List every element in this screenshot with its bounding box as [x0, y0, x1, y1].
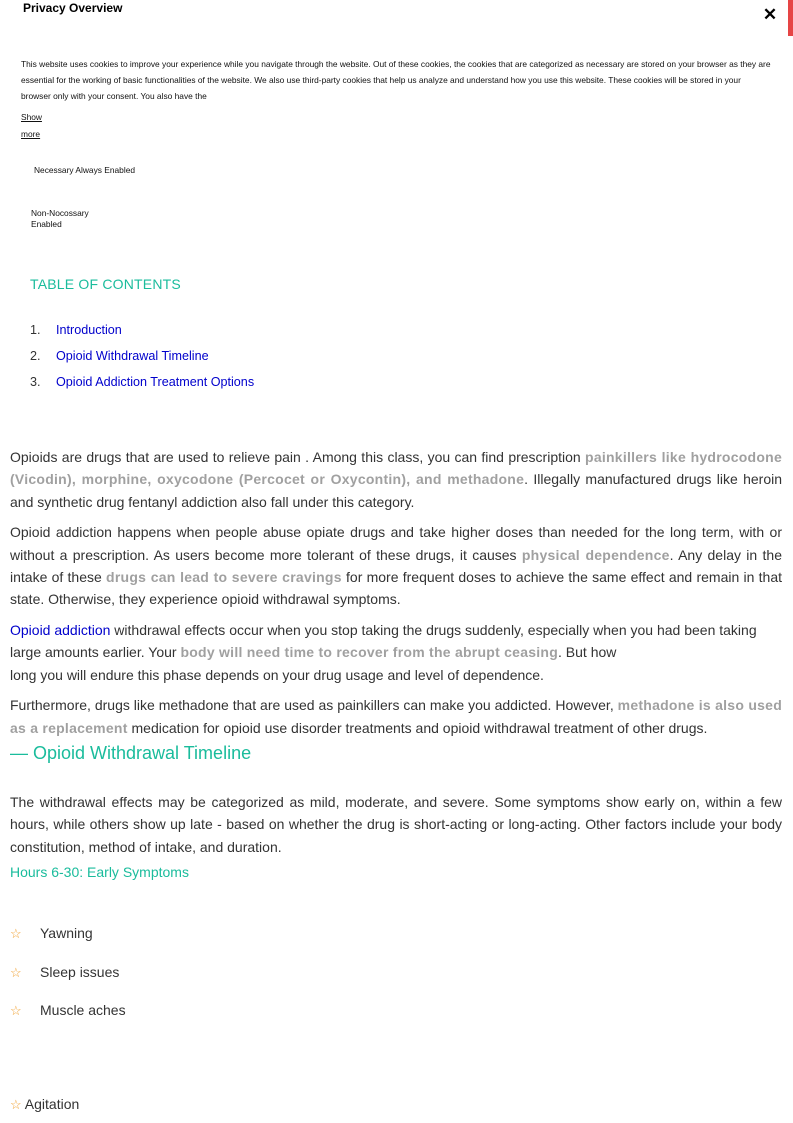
toc-link-introduction[interactable]: Introduction — [56, 323, 122, 337]
symptom-list — [10, 924, 126, 1040]
opioid-addiction-link[interactable]: Opioid addiction — [10, 622, 111, 639]
star-icon: ☆ — [10, 964, 22, 980]
list-item — [10, 924, 126, 963]
show-more-link[interactable]: Show more — [21, 112, 42, 139]
non-necessary-cookies-toggle[interactable] — [31, 208, 89, 230]
highlight-text: physical dependence — [521, 546, 670, 563]
star-icon: ☆ — [10, 926, 22, 941]
symptom-label: Yawning — [40, 925, 93, 941]
toc-title: TABLE OF CONTENTS — [30, 276, 181, 292]
highlight-text: painkillers like hydrocodone (Vicodin), morphine, oxycodone (Percocet or Oxycontin), and methadone — [10, 449, 782, 488]
symptom-label: Muscle aches — [40, 1002, 126, 1018]
toc-link-treatment-options[interactable]: Opioid Addiction Treatment Options — [56, 375, 255, 389]
symptom-label: Sleep issues — [40, 963, 120, 980]
toc-item — [30, 322, 254, 348]
privacy-description: This website uses cookies to improve your experience while you navigate through the website. Out of these cookies, the cookies that are categorized as necessary are stored on your browser as they are essential for the working of basic functionalities of the website. We also use third-party cookies that help us analyze and understand how you use this website. These cookies will be stored in your browser only with your consent. You also have the — [21, 59, 771, 101]
non-necessary-label: Non-Nocossary — [31, 208, 89, 218]
article-paragraph-1: Opioids are drugs that are used to relieve pain . Among this class, you can find prescription painkillers like hydrocodone (Vicodin), morphine, oxycodone (Percocet or Oxycontin), and methadone. Illegally manufactured drugs like heroin and synthetic drug fentanyl addiction also fall under this category. — [10, 449, 782, 510]
star-icon: ☆ — [10, 1003, 22, 1018]
close-icon[interactable]: ✕ — [762, 5, 778, 24]
highlight-text: drugs can lead to severe cravings — [106, 568, 342, 585]
toc-number: 2. — [30, 349, 41, 363]
non-necessary-status: Enabled — [31, 219, 62, 229]
toc-item — [30, 348, 254, 374]
toc-link-withdrawal-timeline[interactable]: Opioid Withdrawal Timeline — [56, 349, 209, 363]
toc-item — [30, 374, 254, 400]
article-paragraph-3: Opioid addiction withdrawal effects occur when you stop taking the drugs suddenly, especially when you had been taking large amounts earlier. Your body will need time to recover from the abrupt ceasing. But how long you will endure this phase depends on your drug usage and level of dependence. — [10, 622, 757, 683]
toc-list — [30, 322, 254, 400]
privacy-overview-title: Privacy Overview — [23, 1, 123, 15]
highlight-text: body will need time to recover from the abrupt ceasing — [180, 644, 559, 661]
necessary-cookies-label: Necessary Always Enabled — [34, 165, 136, 175]
toc-number: 1. — [30, 323, 41, 337]
article-paragraph-5: The withdrawal effects may be categorized as mild, moderate, and severe. Some symptoms show early on, within a few hours, while others show up late - based on whether the drug is short-acting or long-acting. Other factors include your body constitution, method of intake, and duration. — [10, 794, 782, 855]
list-item — [10, 1001, 126, 1040]
toc-number: 3. — [30, 375, 41, 389]
article-paragraph-4: Furthermore, drugs like methadone that are used as painkillers can make you addicted. However, methadone is also used as a replacement medication for opioid use disorder treatments and opioid withdrawal treatment of other drugs. — [10, 697, 782, 736]
subheading-early-symptoms: Hours 6-30: Early Symptoms — [10, 864, 189, 880]
article-paragraph-2: Opioid addiction happens when people abuse opiate drugs and take higher doses than needed for the long term, with or without a prescription. As users become more tolerant of these drugs, it causes physical dependence. Any delay in the intake of these drugs can lead to severe cravings for more frequent doses to achieve the same effect and remain in that state. Otherwise, they experience opioid withdrawal symptoms. — [10, 524, 783, 608]
list-item — [10, 963, 126, 1002]
symptom-label: Agitation — [24, 1096, 80, 1112]
section-heading-withdrawal-timeline: — Opioid Withdrawal Timeline — [10, 743, 252, 763]
star-icon: ☆ — [10, 1097, 22, 1112]
list-item — [10, 1095, 79, 1114]
article-body — [10, 446, 782, 748]
side-tab[interactable] — [788, 0, 793, 36]
highlight-text: methadone is also used as a replacement — [10, 697, 782, 736]
